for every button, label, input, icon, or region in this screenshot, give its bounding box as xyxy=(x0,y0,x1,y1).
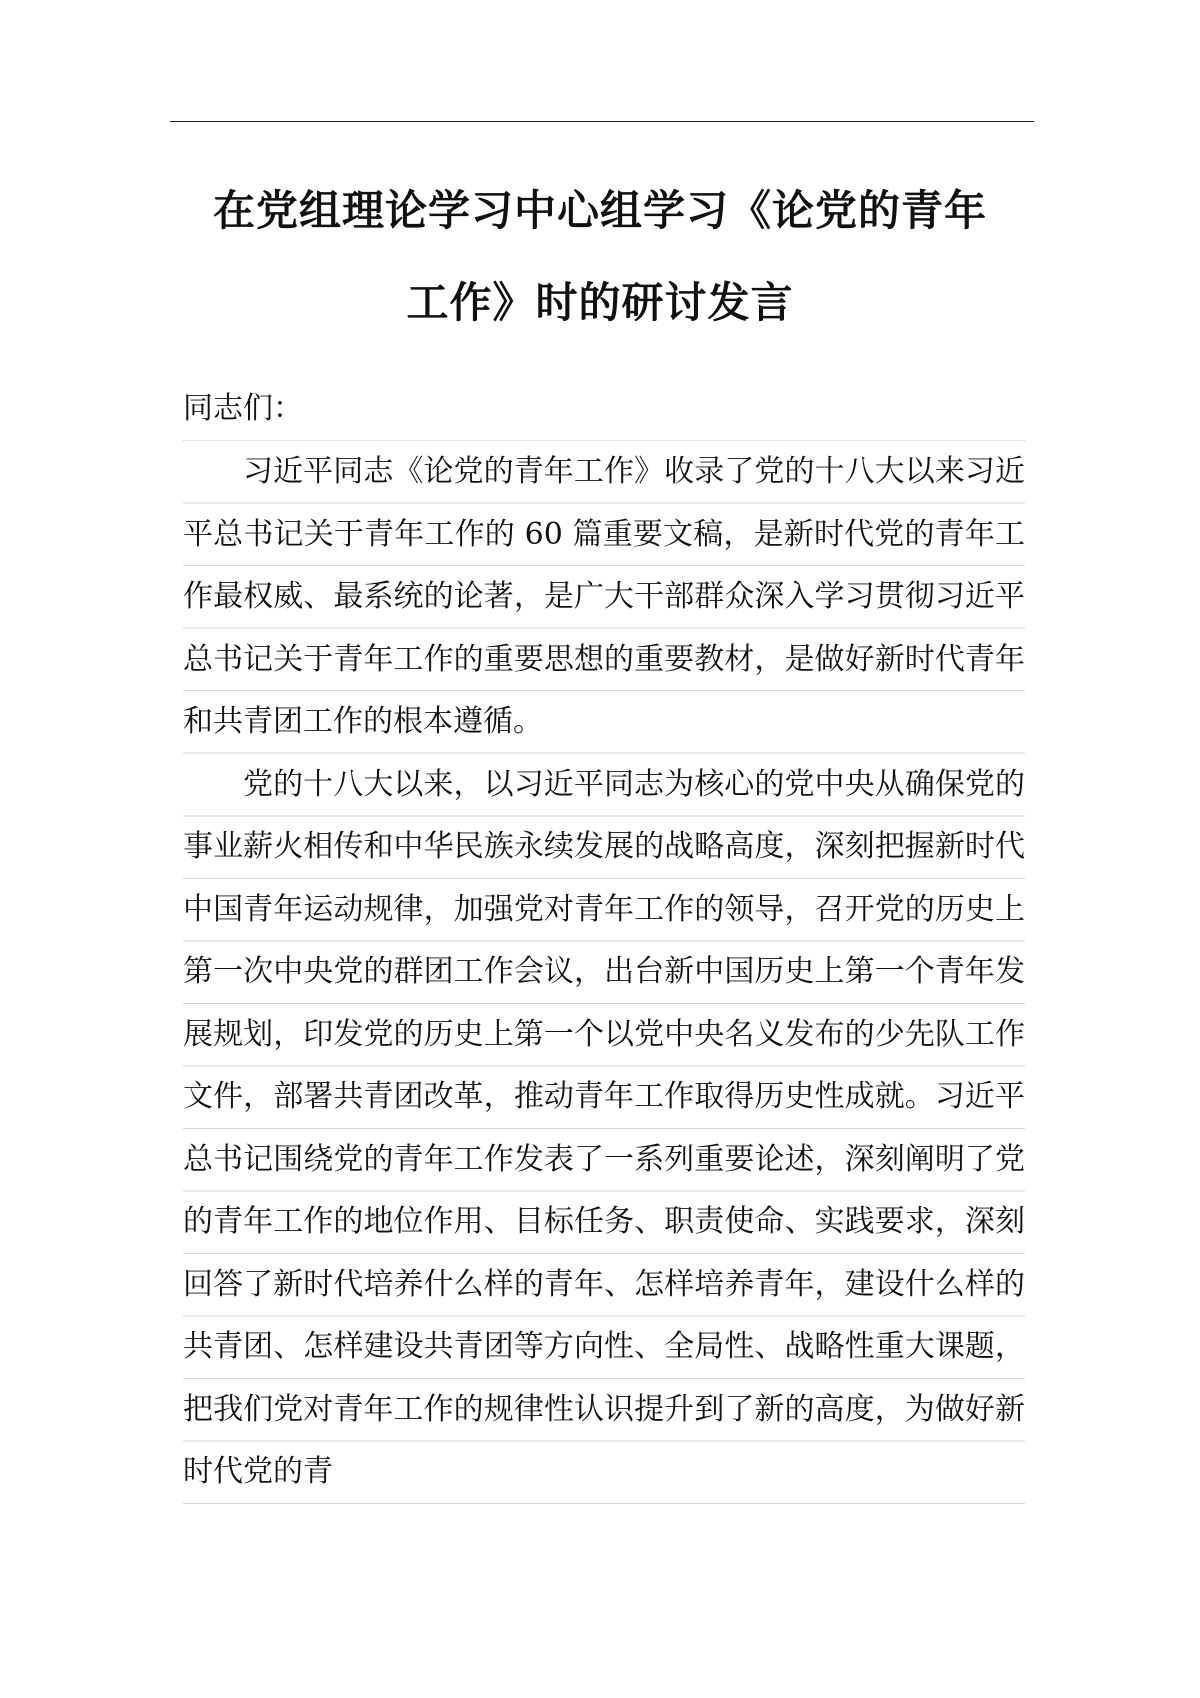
document-title xyxy=(150,165,1050,349)
paragraph-2: 党的十八大以来，以习近平同志为核心的党中央从确保党的事业薪火相传和中华民族永续发展的战略高度，深刻把握新时代中国青年运动规律，加强党对青年工作的领导，召开党的历史上第一次中央党的群团工作会议，出台新中国历史上第一个青年发展规划，印发党的历史上第一个以党中央名义发布的少先队工作文件，部署共青团改革，推动青年工作取得历史性成就。习近平总书记围绕党的青年工作发表了一系列重要论述，深刻阐明了党的青年工作的地位作用、目标任务、职责使命、实践要求，深刻回答了新时代培养什么样的青年、怎样培养青年，建设什么样的共青团、怎样建设共青团等方向性、全局性、战略性重大课题，把我们党对青年工作的规律性认识提升到了新的高度，为做好新时代党的青 xyxy=(183,754,1025,1504)
salutation: 同志们： xyxy=(183,378,1025,441)
document-body xyxy=(183,378,1025,1504)
header-rule xyxy=(170,121,1034,122)
title-line-2: 工作》时的研讨发言 xyxy=(406,278,794,327)
title-line-1: 在党组理论学习中心组学习《论党的青年 xyxy=(212,186,987,235)
paragraph-1: 习近平同志《论党的青年工作》收录了党的十八大以来习近平总书记关于青年工作的 60 篇重要文稿，是新时代党的青年工作最权威、最系统的论著，是广大干部群众深入学习贯彻习近平总书记关于青年工作的重要思想的重要教材，是做好新时代青年和共青团工作的根本遵循。 xyxy=(183,441,1025,754)
